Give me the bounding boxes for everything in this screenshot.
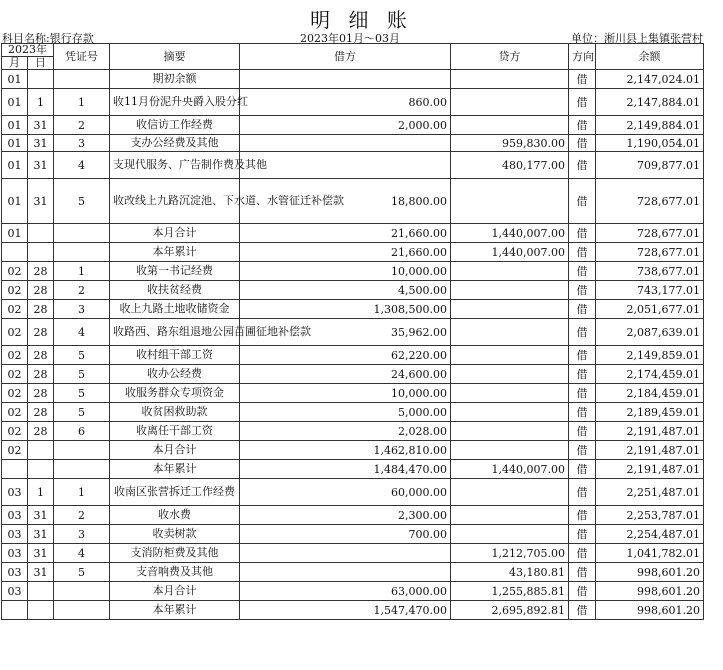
cell-direction: 借 [569,601,596,620]
cell-direction: 借 [569,403,596,422]
cell-balance: 998,601.20 [596,563,704,582]
cell-debit: 63,000.00 [240,582,451,601]
table-row [2,319,704,346]
cell-summary: 期初余额 [110,70,240,89]
cell-voucher [54,582,110,601]
header-month: 月 [2,57,28,70]
cell-month: 03 [2,525,28,544]
ledger-title: 明 细 账 [310,8,413,32]
cell-voucher: 2 [54,281,110,300]
cell-debit [240,563,451,582]
period-label: 2023年01月～03月 [300,32,400,45]
cell-direction: 借 [569,116,596,135]
cell-balance: 2,149,884.01 [596,116,704,135]
cell-balance: 709,877.01 [596,152,704,179]
cell-month [2,243,28,262]
cell-month: 02 [2,441,28,460]
cell-day: 31 [28,179,54,224]
cell-summary: 收路西、路东组退地公园苗圃征地补偿款 [110,319,240,346]
cell-direction: 借 [569,346,596,365]
cell-month: 01 [2,152,28,179]
cell-debit: 5,000.00 [240,403,451,422]
table-row [2,70,704,89]
cell-voucher: 5 [54,563,110,582]
cell-credit [451,384,569,403]
cell-voucher: 1 [54,262,110,281]
cell-month: 03 [2,479,28,506]
cell-credit: 1,212,705.00 [451,544,569,563]
table-row [2,601,704,620]
cell-credit: 1,255,885.81 [451,582,569,601]
cell-balance: 743,177.01 [596,281,704,300]
cell-summary: 收服务群众专项资金 [110,384,240,403]
table-row [2,403,704,422]
cell-month: 02 [2,262,28,281]
cell-summary: 收卖树款 [110,525,240,544]
cell-balance: 1,190,054.01 [596,135,704,152]
cell-debit: 21,660.00 [240,243,451,262]
cell-day: 31 [28,544,54,563]
table-row [2,365,704,384]
cell-summary: 本年累计 [110,243,240,262]
header-row-1 [2,44,704,57]
cell-debit: 700.00 [240,525,451,544]
cell-summary: 本月合计 [110,441,240,460]
cell-summary: 收村组干部工资 [110,346,240,365]
cell-day: 28 [28,365,54,384]
cell-voucher [54,601,110,620]
cell-day: 31 [28,152,54,179]
cell-day [28,601,54,620]
cell-direction: 借 [569,89,596,116]
cell-balance: 738,677.01 [596,262,704,281]
cell-month: 01 [2,179,28,224]
cell-debit: 24,600.00 [240,365,451,384]
cell-voucher [54,243,110,262]
cell-balance: 2,254,487.01 [596,525,704,544]
table-row [2,135,704,152]
cell-summary: 收办公经费 [110,365,240,384]
cell-voucher [54,441,110,460]
cell-month [2,460,28,479]
cell-month: 02 [2,403,28,422]
cell-balance: 728,677.01 [596,243,704,262]
table-row [2,460,704,479]
cell-day: 28 [28,403,54,422]
cell-day: 28 [28,300,54,319]
cell-credit: 1,440,007.00 [451,224,569,243]
table-row [2,479,704,506]
table-row [2,544,704,563]
cell-month: 01 [2,116,28,135]
cell-day: 28 [28,319,54,346]
table-row [2,441,704,460]
cell-day: 28 [28,384,54,403]
cell-voucher: 1 [54,479,110,506]
cell-voucher: 4 [54,544,110,563]
cell-debit: 21,660.00 [240,224,451,243]
cell-balance: 2,191,487.01 [596,422,704,441]
cell-day: 31 [28,135,54,152]
cell-direction: 借 [569,243,596,262]
cell-month: 03 [2,506,28,525]
cell-balance: 2,147,024.01 [596,70,704,89]
cell-summary: 支消防柜费及其他 [110,544,240,563]
cell-credit [451,116,569,135]
cell-debit: 1,308,500.00 [240,300,451,319]
cell-day: 31 [28,116,54,135]
table-row [2,525,704,544]
cell-direction: 借 [569,179,596,224]
cell-voucher: 2 [54,506,110,525]
cell-credit: 1,440,007.00 [451,243,569,262]
cell-debit [240,152,451,179]
header-direction: 方向 [569,44,596,70]
cell-day [28,243,54,262]
cell-voucher: 5 [54,403,110,422]
cell-day [28,582,54,601]
header-debit: 借方 [240,44,451,70]
table-row [2,300,704,319]
cell-voucher [54,70,110,89]
cell-direction: 借 [569,544,596,563]
cell-day [28,224,54,243]
cell-voucher: 4 [54,152,110,179]
cell-day [28,70,54,89]
cell-summary: 收扶贫经费 [110,281,240,300]
cell-credit [451,319,569,346]
cell-credit [451,179,569,224]
cell-debit: 4,500.00 [240,281,451,300]
cell-credit [451,422,569,441]
cell-credit: 480,177.00 [451,152,569,179]
cell-voucher: 4 [54,319,110,346]
cell-day: 31 [28,525,54,544]
cell-credit [451,281,569,300]
cell-balance: 998,601.20 [596,582,704,601]
cell-credit [451,525,569,544]
cell-month: 01 [2,70,28,89]
cell-summary: 本月合计 [110,582,240,601]
cell-voucher: 5 [54,365,110,384]
cell-summary: 收上九路土地收储资金 [110,300,240,319]
cell-summary: 支办公经费及其他 [110,135,240,152]
header-day: 日 [28,57,54,70]
cell-debit: 1,547,470.00 [240,601,451,620]
cell-summary: 收信访工作经费 [110,116,240,135]
cell-voucher: 5 [54,384,110,403]
cell-voucher: 3 [54,300,110,319]
header-voucher: 凭证号 [54,44,110,70]
cell-direction: 借 [569,135,596,152]
cell-balance: 2,087,639.01 [596,319,704,346]
cell-balance: 2,253,787.01 [596,506,704,525]
cell-credit [451,346,569,365]
table-row [2,89,704,116]
cell-direction: 借 [569,152,596,179]
cell-day: 28 [28,422,54,441]
cell-day: 28 [28,281,54,300]
cell-summary: 本月合计 [110,224,240,243]
cell-balance: 2,191,487.01 [596,441,704,460]
cell-direction: 借 [569,441,596,460]
cell-month: 03 [2,544,28,563]
cell-debit: 10,000.00 [240,384,451,403]
cell-month: 02 [2,422,28,441]
cell-direction: 借 [569,365,596,384]
cell-month: 01 [2,89,28,116]
table-row [2,262,704,281]
table-row [2,506,704,525]
cell-debit: 2,000.00 [240,116,451,135]
cell-month: 01 [2,224,28,243]
header-balance: 余额 [596,44,704,70]
cell-summary: 收改线上九路沉淀池、下水道、水管征迁补偿款 [110,179,240,224]
cell-summary: 收南区张营拆迁工作经费 [110,479,240,506]
cell-summary: 本年累计 [110,601,240,620]
cell-balance: 2,184,459.01 [596,384,704,403]
cell-summary: 本年累计 [110,460,240,479]
cell-month: 02 [2,346,28,365]
cell-voucher [54,224,110,243]
cell-credit [451,262,569,281]
cell-voucher: 5 [54,346,110,365]
cell-month: 02 [2,384,28,403]
cell-balance: 728,677.01 [596,224,704,243]
cell-direction: 借 [569,70,596,89]
cell-summary: 收11月份泥升央爵入股分红 [110,89,240,116]
cell-summary: 收水费 [110,506,240,525]
table-row [2,384,704,403]
table-row [2,281,704,300]
cell-direction: 借 [569,479,596,506]
table-row [2,179,704,224]
cell-summary: 收贫困救助款 [110,403,240,422]
cell-voucher: 3 [54,135,110,152]
cell-month: 01 [2,135,28,152]
table-row [2,422,704,441]
cell-day: 1 [28,479,54,506]
table-row [2,582,704,601]
cell-month: 03 [2,582,28,601]
table-row [2,224,704,243]
cell-day [28,441,54,460]
ledger-body [2,70,704,620]
table-row [2,346,704,365]
cell-direction: 借 [569,460,596,479]
cell-voucher: 1 [54,89,110,116]
cell-direction: 借 [569,384,596,403]
cell-credit [451,506,569,525]
cell-day: 28 [28,346,54,365]
cell-month: 02 [2,281,28,300]
header-year: 2023年 [2,44,54,57]
cell-direction: 借 [569,262,596,281]
cell-voucher: 5 [54,179,110,224]
cell-debit [240,70,451,89]
cell-credit [451,89,569,116]
cell-direction: 借 [569,422,596,441]
cell-credit: 2,695,892.81 [451,601,569,620]
ledger-table [1,43,704,620]
cell-balance: 1,041,782.01 [596,544,704,563]
cell-debit: 1,462,810.00 [240,441,451,460]
cell-day: 31 [28,506,54,525]
cell-balance: 2,174,459.01 [596,365,704,384]
cell-credit [451,70,569,89]
cell-summary: 收第一书记经费 [110,262,240,281]
cell-balance: 998,601.20 [596,601,704,620]
cell-voucher: 6 [54,422,110,441]
header-summary: 摘要 [110,44,240,70]
cell-month: 02 [2,300,28,319]
cell-debit: 2,300.00 [240,506,451,525]
header-credit: 贷方 [451,44,569,70]
cell-debit: 1,484,470.00 [240,460,451,479]
cell-day: 28 [28,262,54,281]
cell-day: 31 [28,563,54,582]
cell-credit [451,300,569,319]
unit-label: 单位：淅川县上集镇张营村 [571,32,703,45]
cell-debit: 62,220.00 [240,346,451,365]
cell-summary: 支现代服务、广告制作费及其他 [110,152,240,179]
cell-direction: 借 [569,563,596,582]
cell-debit: 60,000.00 [240,479,451,506]
cell-credit: 43,180.81 [451,563,569,582]
subject-label: 科目名称:银行存款 [2,32,94,45]
cell-direction: 借 [569,506,596,525]
cell-direction: 借 [569,281,596,300]
cell-voucher [54,460,110,479]
cell-direction: 借 [569,300,596,319]
cell-debit: 35,962.00 [240,319,451,346]
cell-direction: 借 [569,224,596,243]
cell-month: 02 [2,365,28,384]
table-row [2,116,704,135]
table-row [2,563,704,582]
cell-direction: 借 [569,319,596,346]
cell-debit: 2,028.00 [240,422,451,441]
cell-voucher: 2 [54,116,110,135]
cell-credit: 959,830.00 [451,135,569,152]
cell-credit [451,403,569,422]
cell-credit [451,441,569,460]
cell-month: 02 [2,319,28,346]
cell-day: 1 [28,89,54,116]
table-row [2,152,704,179]
cell-month [2,601,28,620]
cell-balance: 2,189,459.01 [596,403,704,422]
cell-day [28,460,54,479]
cell-debit: 860.00 [240,89,451,116]
cell-credit [451,365,569,384]
cell-balance: 2,251,487.01 [596,479,704,506]
cell-balance: 2,147,884.01 [596,89,704,116]
cell-credit: 1,440,007.00 [451,460,569,479]
cell-summary: 支音响费及其他 [110,563,240,582]
cell-balance: 728,677.01 [596,179,704,224]
cell-voucher: 3 [54,525,110,544]
cell-debit [240,135,451,152]
cell-month: 03 [2,563,28,582]
cell-summary: 收离任干部工资 [110,422,240,441]
cell-balance: 2,051,677.01 [596,300,704,319]
cell-direction: 借 [569,582,596,601]
cell-debit: 18,800.00 [240,179,451,224]
cell-balance: 2,149,859.01 [596,346,704,365]
table-row [2,243,704,262]
cell-debit [240,544,451,563]
cell-debit: 10,000.00 [240,262,451,281]
cell-balance: 2,191,487.01 [596,460,704,479]
cell-credit [451,479,569,506]
cell-direction: 借 [569,525,596,544]
